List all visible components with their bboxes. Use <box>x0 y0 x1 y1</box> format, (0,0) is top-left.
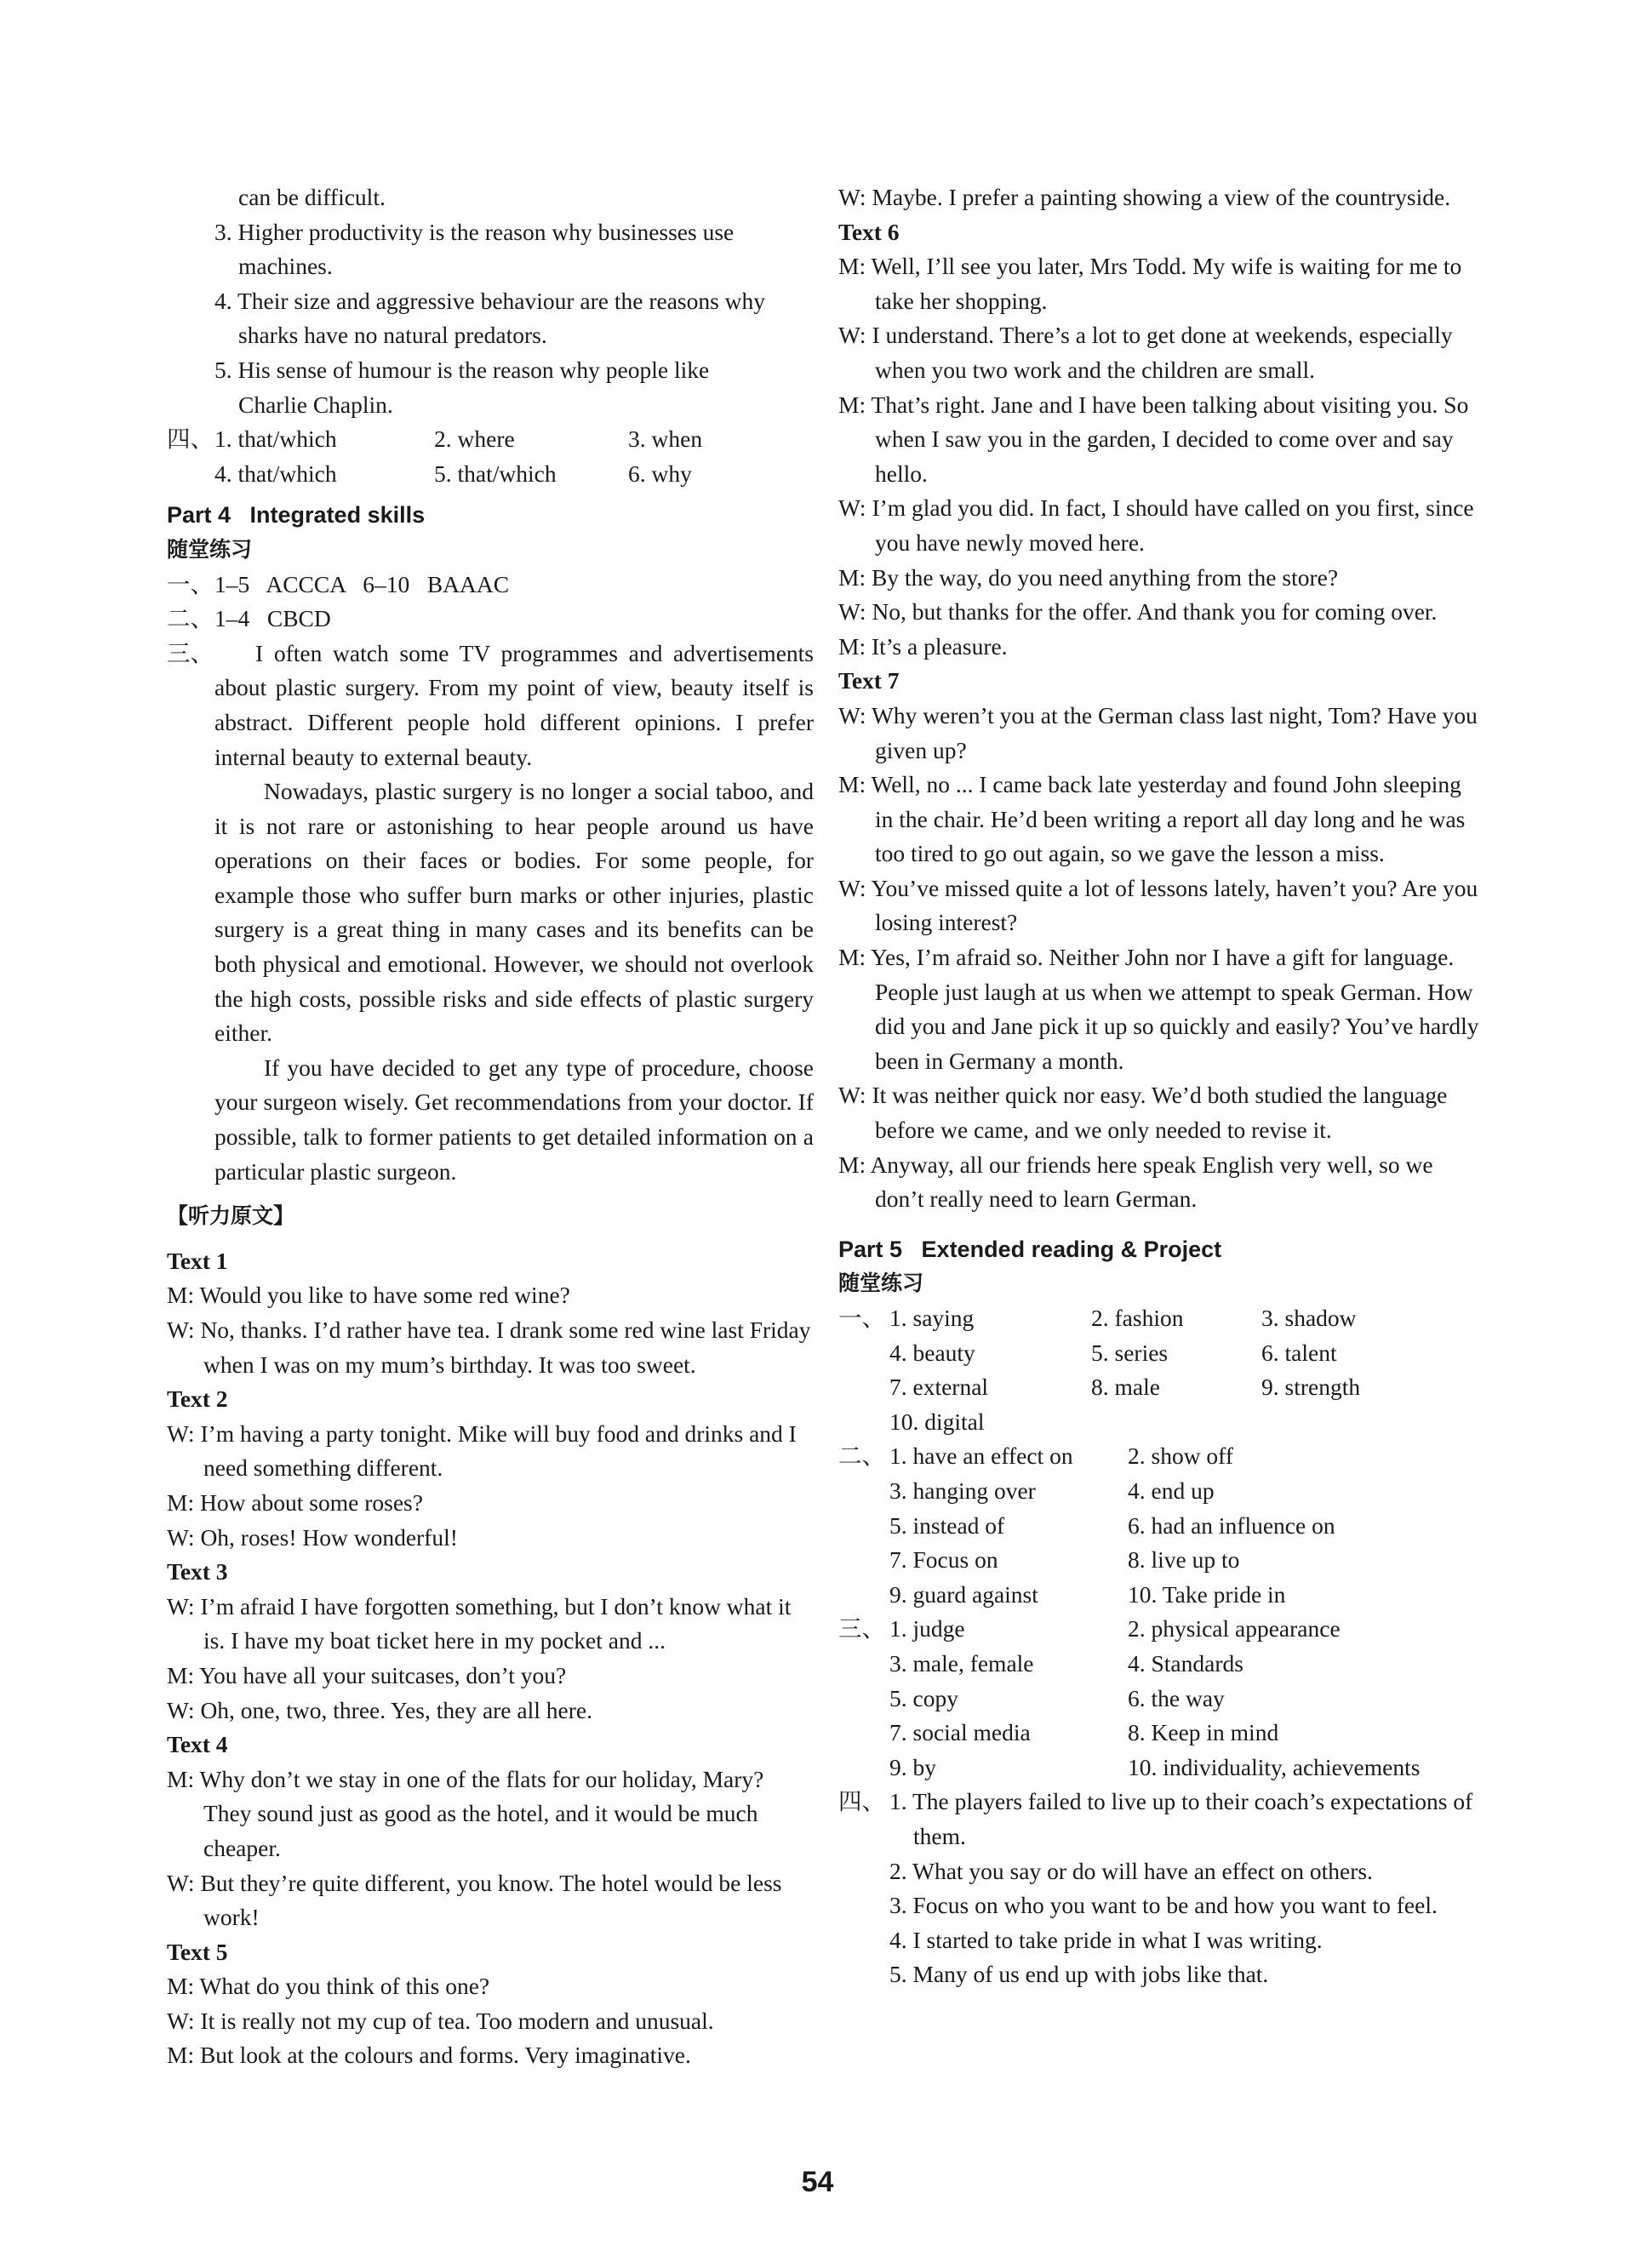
section-mark: 二、 <box>167 605 214 632</box>
answer-item: 10. Take pride in <box>1128 1580 1286 1608</box>
answer-item: 3. hanging over <box>889 1477 1036 1504</box>
answer-sentence: 4. I started to take pride in what I was writing. <box>889 1926 1323 1953</box>
answer-row <box>838 1751 1485 1785</box>
answer-row <box>838 1612 1485 1647</box>
answer-item: 5. series <box>1091 1339 1169 1366</box>
essay-paragraph: Nowadays, plastic surgery is no longer a social taboo, and it is not rare or astonishing to hear people around us have operations on their faces or bodies. For some people, for example those who suffer burn marks or other injuries, plastic surgery is a great thing in many cases and its benefits can be both physical and emotional. However, we should not overlook the high costs, possible risks and side effects of plastic surgery either. <box>214 778 814 1047</box>
dialogue-line: M: Anyway, all our friends here speak English very well, so we don’t really need to learn German. <box>838 1151 1433 1213</box>
answer-line: can be difficult. <box>238 184 386 210</box>
answer-item: 1. that/which <box>214 426 337 453</box>
answer-item: 4. end up <box>1128 1477 1215 1504</box>
text-heading: Text 7 <box>838 667 900 694</box>
section-mark: 四、 <box>167 426 214 453</box>
answer-item: 1–5 ACCCA 6–10 BAAAC <box>214 570 510 597</box>
dialogue-line: M: That’s right. Jane and I have been talking about visiting you. So when I saw you in the garden, I decided to come over and say hello. <box>838 391 1469 487</box>
answer-item: 2. physical appearance <box>1128 1615 1341 1642</box>
answer-item: 5. instead of <box>889 1511 1005 1539</box>
practice-heading: 随堂练习 <box>167 536 253 562</box>
answer-item: 3. male, female <box>889 1649 1034 1677</box>
page-number: 54 <box>801 2166 834 2198</box>
dialogue-line: W: I’m having a party tonight. Mike will buy food and drinks and I need something different. <box>167 1420 797 1482</box>
part5-title: Part 5 Extended reading & Project <box>838 1236 1222 1262</box>
left-column <box>167 180 814 2073</box>
answer-item: 7. external <box>889 1374 989 1401</box>
answer-item: 6. why <box>628 460 692 487</box>
answer-item: 8. male <box>1091 1374 1160 1401</box>
dialogue-line: W: No, but thanks for the offer. And thank you for coming over. <box>838 598 1438 626</box>
answer-item: 9. by <box>889 1753 936 1780</box>
answer-item: 2. where <box>434 426 515 453</box>
text-heading: Text 3 <box>167 1558 228 1585</box>
answer-item: 9. strength <box>1261 1374 1361 1401</box>
section-mark: 三、 <box>167 639 214 666</box>
section-two-row <box>167 602 814 637</box>
section-four-row <box>167 422 814 457</box>
dialogue-line: M: Why don’t we stay in one of the flats for our holiday, Mary? They sound just as good as the hotel, and it would be much cheaper. <box>167 1765 764 1861</box>
answer-row <box>838 1474 1485 1509</box>
answer-item: 10. digital <box>889 1408 985 1435</box>
dialogue-line: M: How about some roses? <box>167 1488 423 1516</box>
answer-row <box>838 1439 1485 1474</box>
answer-item: 1. have an effect on <box>889 1442 1073 1470</box>
answer-item: 4. that/which <box>214 460 337 487</box>
answer-sentence: 2. What you say or do will have an effect on others. <box>889 1857 1373 1884</box>
dialogue-line: W: Oh, roses! How wonderful! <box>167 1523 458 1551</box>
answer-item: 7. Focus on <box>889 1546 998 1574</box>
answer-item: 6. talent <box>1261 1339 1337 1366</box>
dialogue-line: W: Oh, one, two, three. Yes, they are all here. <box>167 1696 592 1723</box>
answer-item: 3. when <box>628 426 703 453</box>
dialogue-line: M: Well, no ... I came back late yesterday and found John sleeping in the chair. He’d been writing a report all day long and he was too tired to go out again, so we gave the lesson a miss. <box>838 771 1466 867</box>
answer-item: 9. guard against <box>889 1580 1038 1608</box>
dialogue-line: W: You’ve missed quite a lot of lessons lately, haven’t you? Are you losing interest? <box>838 874 1478 936</box>
dialogue-line: W: Why weren’t you at the German class last night, Tom? Have you given up? <box>838 701 1478 763</box>
dialogue-line: M: You have all your suitcases, don’t you? <box>167 1661 567 1688</box>
dialogue-line: W: It is really not my cup of tea. Too modern and unusual. <box>167 2007 714 2034</box>
answer-item: 1. judge <box>889 1615 965 1642</box>
answer-item: 8. Keep in mind <box>1128 1719 1279 1746</box>
answer-row <box>838 1509 1485 1544</box>
dialogue-line: M: It’s a pleasure. <box>838 632 1008 660</box>
section-one-row <box>167 568 814 603</box>
answer-line: sharks have no natural predators. <box>238 322 547 349</box>
dialogue-line: W: No, thanks. I’d rather have tea. I drank some red wine last Friday when I was on my mum’s birthday. It was too sweet. <box>167 1317 811 1378</box>
answer-item: 1. saying <box>889 1305 975 1331</box>
listening-heading: 【听力原文】 <box>167 1203 295 1229</box>
answer-line: 5. His sense of humour is the reason why people like <box>214 356 710 383</box>
dialogue-line: W: I understand. There’s a lot to get done at weekends, especially when you two work and the children are small. <box>838 322 1453 383</box>
answer-sentence: 5. Many of us end up with jobs like that. <box>889 1961 1269 1988</box>
answer-line: 3. Higher productivity is the reason why businesses use <box>214 218 735 245</box>
answer-line: 4. Their size and aggressive behaviour are the reasons why <box>214 287 766 314</box>
section-mark: 四、 <box>838 1788 885 1815</box>
dialogue-line: W: But they’re quite different, you know. The hotel would be less work! <box>167 1869 782 1931</box>
answer-row <box>838 1370 1485 1405</box>
practice-heading: 随堂练习 <box>838 1271 924 1296</box>
answer-item: 2. fashion <box>1091 1305 1184 1331</box>
answer-item: 2. show off <box>1128 1442 1234 1470</box>
answer-item: 5. that/which <box>434 460 557 487</box>
dialogue-line: M: Well, I’ll see you later, Mrs Todd. My wife is waiting for me to take her shopping. <box>838 253 1462 314</box>
section-mark: 一、 <box>838 1305 885 1331</box>
answer-row <box>838 1405 1485 1440</box>
dialogue-line: M: What do you think of this one? <box>167 1973 490 2000</box>
essay-paragraph: I often watch some TV programmes and advertisements about plastic surgery. From my point of view, beauty itself is abstract. Different people hold different opinions. I prefer internal beauty to external beauty. <box>214 639 814 770</box>
answer-row <box>838 1647 1485 1682</box>
dialogue-line: W: I’m glad you did. In fact, I should have called on you first, since you have newly moved here. <box>838 494 1474 556</box>
answer-row <box>838 1336 1485 1371</box>
answer-line: Charlie Chaplin. <box>238 391 393 418</box>
section-mark: 二、 <box>838 1442 885 1470</box>
dialogue-line: W: It was neither quick nor easy. We’d both studied the language before we came, and we only needed to revise it. <box>838 1082 1448 1144</box>
text-heading: Text 5 <box>167 1938 228 1965</box>
text-heading: Text 1 <box>167 1247 228 1274</box>
dialogue-line: M: Yes, I’m afraid so. Neither John nor I have a gift for language. People just laugh at us when we attempt to speak German. How did you and Jane pick it up so quickly and easily? You’ve hardly been in Germany a month. <box>838 944 1479 1074</box>
answer-row <box>838 1578 1485 1613</box>
text-heading: Text 6 <box>838 218 900 245</box>
essay-paragraph: If you have decided to get any type of procedure, choose your surgeon wisely. Get recommendations from your doctor. If possible, talk to former patients to get detailed information on a particular plastic surgeon. <box>214 1054 814 1185</box>
dialogue-line: M: Would you like to have some red wine? <box>167 1282 570 1309</box>
section-mark: 一、 <box>167 570 214 597</box>
right-column <box>838 180 1485 1992</box>
dialogue-line: W: I’m afraid I have forgotten something, but I don’t know what it is. I have my boat ticket here in my pocket and ... <box>167 1592 792 1654</box>
answer-item: 6. the way <box>1128 1684 1225 1711</box>
sentence-answers <box>838 1785 1485 1992</box>
dialogue-line: M: By the way, do you need anything from the store? <box>838 563 1339 591</box>
dialogue-line: W: Maybe. I prefer a painting showing a view of the countryside. <box>838 184 1451 210</box>
part4-title: Part 4 Integrated skills <box>167 502 426 528</box>
answer-item: 6. had an influence on <box>1128 1511 1335 1539</box>
section-four-row <box>167 457 814 492</box>
answer-item: 8. live up to <box>1128 1546 1240 1574</box>
answer-item: 1–4 CBCD <box>214 605 331 632</box>
answer-item: 3. shadow <box>1261 1305 1357 1331</box>
answer-item: 5. copy <box>889 1684 958 1711</box>
answer-item: 7. social media <box>889 1719 1031 1746</box>
section-mark: 三、 <box>838 1615 885 1642</box>
answer-item: 4. Standards <box>1128 1649 1243 1677</box>
dialogue-line: M: But look at the colours and forms. Very imaginative. <box>167 2042 691 2069</box>
answer-sentence: 3. Focus on who you want to be and how you want to feel. <box>889 1892 1438 1919</box>
answer-row <box>838 1682 1485 1717</box>
text-heading: Text 4 <box>167 1731 228 1758</box>
answer-item: 10. individuality, achievements <box>1128 1753 1421 1780</box>
answer-row <box>838 1543 1485 1578</box>
essay <box>167 637 814 1190</box>
answer-row <box>838 1301 1485 1336</box>
answer-row <box>838 1716 1485 1751</box>
text-heading: Text 2 <box>167 1385 228 1413</box>
answer-line: machines. <box>238 253 333 280</box>
answer-sentence: 1. The players failed to live up to their coach’s expectations of them. <box>889 1788 1473 1849</box>
answer-item: 4. beauty <box>889 1339 975 1366</box>
